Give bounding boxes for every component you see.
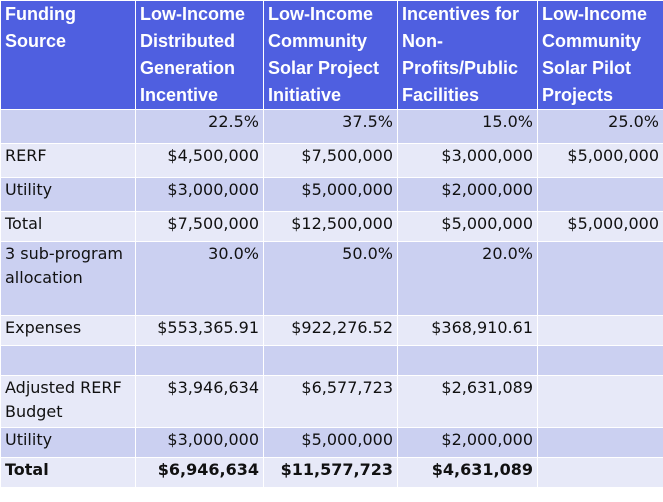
table-row-blank bbox=[1, 346, 663, 376]
table-row-expenses bbox=[1, 316, 663, 346]
cell-value: $3,000,000 bbox=[136, 428, 264, 458]
table-row-adjusted-rerf bbox=[1, 376, 663, 428]
cell-value bbox=[398, 346, 538, 376]
cell-value: 37.5% bbox=[264, 110, 398, 144]
header-row bbox=[1, 1, 663, 110]
table-row-percentages bbox=[1, 110, 663, 144]
header-non-profits: Incentives for Non-Profits/Public Facilities bbox=[398, 1, 538, 110]
cell-value: $11,577,723 bbox=[264, 458, 398, 488]
table-row-grand-total bbox=[1, 458, 663, 488]
row-label: Expenses bbox=[1, 316, 136, 346]
cell-value: 30.0% bbox=[136, 242, 264, 316]
header-distributed-generation: Low-Income Distributed Generation Incentive bbox=[136, 1, 264, 110]
row-label: Total bbox=[1, 458, 136, 488]
cell-value: $553,365.91 bbox=[136, 316, 264, 346]
cell-value bbox=[538, 316, 663, 346]
cell-value: $3,000,000 bbox=[398, 144, 538, 178]
cell-value: $2,000,000 bbox=[398, 428, 538, 458]
row-label: 3 sub-program allocation bbox=[1, 242, 136, 316]
cell-value: $3,946,634 bbox=[136, 376, 264, 428]
cell-value: 22.5% bbox=[136, 110, 264, 144]
cell-value bbox=[136, 346, 264, 376]
header-funding-source: Funding Source bbox=[1, 1, 136, 110]
cell-value bbox=[538, 346, 663, 376]
table-row-utility bbox=[1, 178, 663, 212]
row-label bbox=[1, 110, 136, 144]
cell-value: $5,000,000 bbox=[538, 144, 663, 178]
row-label: Utility bbox=[1, 428, 136, 458]
cell-value: $6,577,723 bbox=[264, 376, 398, 428]
cell-value: $12,500,000 bbox=[264, 212, 398, 242]
cell-value: $4,500,000 bbox=[136, 144, 264, 178]
cell-value bbox=[538, 242, 663, 316]
table-row-rerf bbox=[1, 144, 663, 178]
cell-value: 25.0% bbox=[538, 110, 663, 144]
row-label: Utility bbox=[1, 178, 136, 212]
cell-value: $5,000,000 bbox=[264, 428, 398, 458]
row-label bbox=[1, 346, 136, 376]
cell-value: 20.0% bbox=[398, 242, 538, 316]
cell-value bbox=[538, 428, 663, 458]
cell-value: $5,000,000 bbox=[398, 212, 538, 242]
cell-value bbox=[538, 376, 663, 428]
cell-value: $5,000,000 bbox=[264, 178, 398, 212]
table-row-utility-2 bbox=[1, 428, 663, 458]
cell-value: $4,631,089 bbox=[398, 458, 538, 488]
header-community-solar-pilot: Low-Income Community Solar Pilot Projects bbox=[538, 1, 663, 110]
cell-value: $3,000,000 bbox=[136, 178, 264, 212]
cell-value: $368,910.61 bbox=[398, 316, 538, 346]
row-label: Adjusted RERF Budget bbox=[1, 376, 136, 428]
cell-value: $922,276.52 bbox=[264, 316, 398, 346]
cell-value: $5,000,000 bbox=[538, 212, 663, 242]
table-row-total bbox=[1, 212, 663, 242]
cell-value: 50.0% bbox=[264, 242, 398, 316]
cell-value bbox=[538, 458, 663, 488]
cell-value: $7,500,000 bbox=[136, 212, 264, 242]
header-community-solar-initiative: Low-Income Community Solar Project Initiative bbox=[264, 1, 398, 110]
cell-value bbox=[538, 178, 663, 212]
table-row-allocation bbox=[1, 242, 663, 316]
row-label: RERF bbox=[1, 144, 136, 178]
cell-value: $6,946,634 bbox=[136, 458, 264, 488]
cell-value: 15.0% bbox=[398, 110, 538, 144]
cell-value: $7,500,000 bbox=[264, 144, 398, 178]
cell-value: $2,631,089 bbox=[398, 376, 538, 428]
cell-value: $2,000,000 bbox=[398, 178, 538, 212]
cell-value bbox=[264, 346, 398, 376]
row-label: Total bbox=[1, 212, 136, 242]
